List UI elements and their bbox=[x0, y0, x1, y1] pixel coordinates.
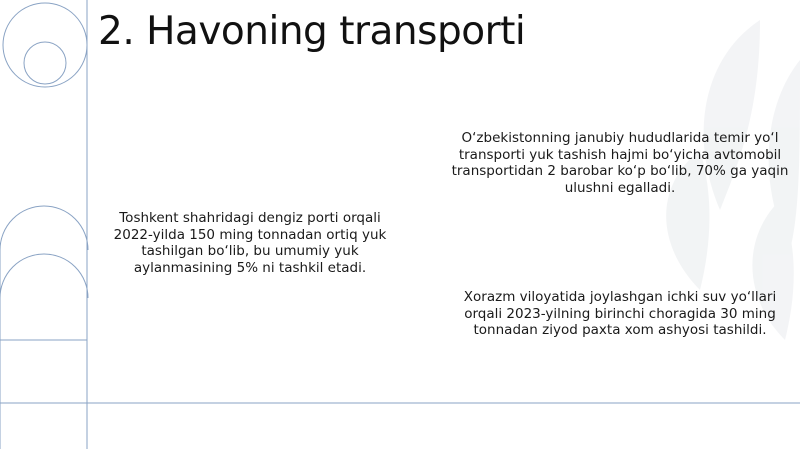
text-block-waterways: Xorazm viloyatida joylashgan ichki suv yo‘llari orqali 2023-yilning birinchi choragida 30 ming tonnadan ziyod paxta xom ashyosi tashildi. bbox=[463, 289, 777, 338]
text-block-sea-port: Toshkent shahridagi dengiz porti orqali 2022-yilda 150 ming tonnadan ortiq yuk tashilgan bo‘lib, bu umumiy yuk aylanmasining 5% ni tashkil etadi. bbox=[113, 210, 387, 276]
text-block-railway: O‘zbekistonning janubiy hududlarida temir yo‘l transporti yuk tashish hajmi bo‘yicha avtomobil transportidan 2 barobar ko‘p bo‘lib, 70% ga yaqin ulushni egalladi. bbox=[451, 130, 789, 196]
slide-title: 2. Havoning transporti bbox=[98, 9, 526, 54]
